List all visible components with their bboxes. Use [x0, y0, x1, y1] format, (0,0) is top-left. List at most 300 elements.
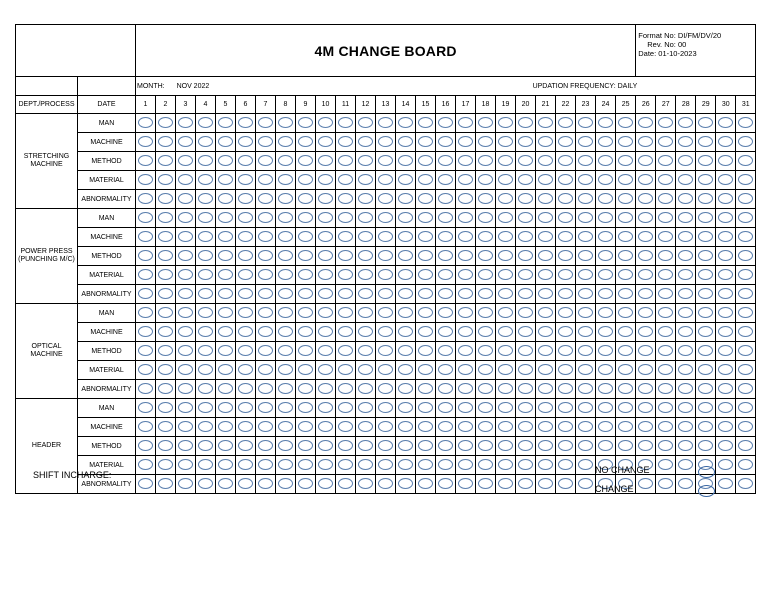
status-cell[interactable] [196, 342, 216, 361]
status-circle-icon[interactable] [678, 402, 693, 413]
status-cell[interactable] [276, 418, 296, 437]
status-cell[interactable] [676, 304, 696, 323]
status-cell[interactable] [236, 247, 256, 266]
status-cell[interactable] [716, 418, 736, 437]
status-cell[interactable] [616, 342, 636, 361]
status-circle-icon[interactable] [498, 364, 513, 375]
status-circle-icon[interactable] [438, 307, 453, 318]
status-cell[interactable] [356, 456, 376, 475]
status-cell[interactable] [676, 342, 696, 361]
status-circle-icon[interactable] [638, 231, 653, 242]
status-circle-icon[interactable] [398, 155, 413, 166]
status-circle-icon[interactable] [198, 345, 213, 356]
status-cell[interactable] [136, 114, 156, 133]
status-circle-icon[interactable] [658, 212, 673, 223]
status-circle-icon[interactable] [278, 193, 293, 204]
status-circle-icon[interactable] [518, 193, 533, 204]
status-cell[interactable] [656, 304, 676, 323]
status-circle-icon[interactable] [298, 383, 313, 394]
status-circle-icon[interactable] [538, 478, 553, 489]
status-circle-icon[interactable] [298, 117, 313, 128]
status-circle-icon[interactable] [178, 136, 193, 147]
status-cell[interactable] [356, 114, 376, 133]
status-circle-icon[interactable] [198, 269, 213, 280]
status-circle-icon[interactable] [578, 231, 593, 242]
status-cell[interactable] [516, 399, 536, 418]
status-circle-icon[interactable] [418, 440, 433, 451]
status-circle-icon[interactable] [718, 174, 733, 185]
status-cell[interactable] [596, 323, 616, 342]
status-cell[interactable] [556, 323, 576, 342]
status-cell[interactable] [256, 437, 276, 456]
status-cell[interactable] [276, 456, 296, 475]
status-cell[interactable] [196, 304, 216, 323]
status-cell[interactable] [176, 399, 196, 418]
status-circle-icon[interactable] [398, 459, 413, 470]
status-circle-icon[interactable] [418, 231, 433, 242]
status-cell[interactable] [256, 399, 276, 418]
status-cell[interactable] [656, 361, 676, 380]
status-circle-icon[interactable] [478, 326, 493, 337]
status-cell[interactable] [716, 133, 736, 152]
status-cell[interactable] [596, 304, 616, 323]
status-circle-icon[interactable] [158, 345, 173, 356]
status-circle-icon[interactable] [658, 136, 673, 147]
status-circle-icon[interactable] [318, 288, 333, 299]
status-circle-icon[interactable] [718, 307, 733, 318]
status-cell[interactable] [696, 380, 716, 399]
status-cell[interactable] [136, 437, 156, 456]
status-cell[interactable] [536, 380, 556, 399]
status-circle-icon[interactable] [338, 326, 353, 337]
status-circle-icon[interactable] [338, 155, 353, 166]
status-cell[interactable] [156, 209, 176, 228]
status-circle-icon[interactable] [698, 269, 713, 280]
status-cell[interactable] [656, 475, 676, 494]
status-cell[interactable] [296, 171, 316, 190]
status-cell[interactable] [716, 190, 736, 209]
status-circle-icon[interactable] [478, 269, 493, 280]
status-cell[interactable] [236, 475, 256, 494]
status-circle-icon[interactable] [418, 345, 433, 356]
status-circle-icon[interactable] [298, 288, 313, 299]
status-circle-icon[interactable] [418, 307, 433, 318]
status-circle-icon[interactable] [198, 288, 213, 299]
status-cell[interactable] [676, 361, 696, 380]
status-circle-icon[interactable] [618, 288, 633, 299]
status-cell[interactable] [256, 228, 276, 247]
status-cell[interactable] [556, 152, 576, 171]
status-circle-icon[interactable] [438, 288, 453, 299]
status-circle-icon[interactable] [178, 383, 193, 394]
status-cell[interactable] [536, 171, 556, 190]
status-cell[interactable] [176, 475, 196, 494]
status-cell[interactable] [656, 114, 676, 133]
status-circle-icon[interactable] [658, 193, 673, 204]
status-cell[interactable] [696, 399, 716, 418]
status-cell[interactable] [436, 380, 456, 399]
status-cell[interactable] [476, 171, 496, 190]
status-cell[interactable] [416, 152, 436, 171]
status-circle-icon[interactable] [318, 174, 333, 185]
status-circle-icon[interactable] [538, 250, 553, 261]
status-cell[interactable] [236, 171, 256, 190]
status-cell[interactable] [236, 152, 256, 171]
status-cell[interactable] [316, 209, 336, 228]
status-circle-icon[interactable] [218, 326, 233, 337]
status-cell[interactable] [556, 361, 576, 380]
status-circle-icon[interactable] [738, 383, 753, 394]
status-circle-icon[interactable] [578, 345, 593, 356]
status-circle-icon[interactable] [638, 478, 653, 489]
status-cell[interactable] [616, 209, 636, 228]
status-circle-icon[interactable] [338, 364, 353, 375]
status-cell[interactable] [376, 247, 396, 266]
status-cell[interactable] [416, 285, 436, 304]
status-cell[interactable] [496, 456, 516, 475]
status-cell[interactable] [596, 399, 616, 418]
status-cell[interactable] [616, 247, 636, 266]
status-circle-icon[interactable] [158, 402, 173, 413]
status-cell[interactable] [156, 114, 176, 133]
status-circle-icon[interactable] [578, 307, 593, 318]
status-cell[interactable] [696, 285, 716, 304]
status-cell[interactable] [176, 285, 196, 304]
status-circle-icon[interactable] [658, 364, 673, 375]
status-cell[interactable] [136, 133, 156, 152]
status-circle-icon[interactable] [418, 459, 433, 470]
status-circle-icon[interactable] [398, 421, 413, 432]
status-circle-icon[interactable] [598, 231, 613, 242]
status-circle-icon[interactable] [198, 212, 213, 223]
status-circle-icon[interactable] [158, 307, 173, 318]
status-cell[interactable] [236, 304, 256, 323]
status-circle-icon[interactable] [278, 364, 293, 375]
status-cell[interactable] [376, 399, 396, 418]
status-cell[interactable] [356, 342, 376, 361]
status-cell[interactable] [516, 209, 536, 228]
status-cell[interactable] [316, 399, 336, 418]
status-circle-icon[interactable] [698, 345, 713, 356]
status-cell[interactable] [376, 304, 396, 323]
status-circle-icon[interactable] [578, 326, 593, 337]
status-cell[interactable] [396, 304, 416, 323]
status-circle-icon[interactable] [218, 155, 233, 166]
status-cell[interactable] [736, 361, 756, 380]
status-circle-icon[interactable] [258, 478, 273, 489]
status-circle-icon[interactable] [558, 174, 573, 185]
status-cell[interactable] [236, 418, 256, 437]
status-circle-icon[interactable] [318, 117, 333, 128]
status-circle-icon[interactable] [498, 307, 513, 318]
status-circle-icon[interactable] [638, 326, 653, 337]
status-circle-icon[interactable] [618, 269, 633, 280]
status-cell[interactable] [456, 380, 476, 399]
status-circle-icon[interactable] [258, 440, 273, 451]
status-cell[interactable] [376, 190, 396, 209]
status-circle-icon[interactable] [598, 288, 613, 299]
status-cell[interactable] [296, 361, 316, 380]
status-circle-icon[interactable] [438, 383, 453, 394]
status-circle-icon[interactable] [298, 402, 313, 413]
status-cell[interactable] [456, 114, 476, 133]
status-circle-icon[interactable] [718, 440, 733, 451]
status-circle-icon[interactable] [718, 421, 733, 432]
status-cell[interactable] [676, 266, 696, 285]
status-cell[interactable] [636, 266, 656, 285]
status-circle-icon[interactable] [438, 440, 453, 451]
status-cell[interactable] [156, 266, 176, 285]
status-cell[interactable] [376, 475, 396, 494]
status-cell[interactable] [576, 418, 596, 437]
status-circle-icon[interactable] [178, 155, 193, 166]
status-cell[interactable] [256, 247, 276, 266]
status-circle-icon[interactable] [698, 307, 713, 318]
status-cell[interactable] [476, 342, 496, 361]
status-cell[interactable] [156, 418, 176, 437]
status-circle-icon[interactable] [158, 269, 173, 280]
status-circle-icon[interactable] [558, 193, 573, 204]
status-circle-icon[interactable] [318, 364, 333, 375]
status-cell[interactable] [436, 399, 456, 418]
status-cell[interactable] [236, 342, 256, 361]
status-cell[interactable] [136, 342, 156, 361]
status-cell[interactable] [376, 114, 396, 133]
status-cell[interactable] [376, 380, 396, 399]
status-circle-icon[interactable] [558, 345, 573, 356]
status-cell[interactable] [276, 285, 296, 304]
status-circle-icon[interactable] [478, 155, 493, 166]
status-cell[interactable] [516, 456, 536, 475]
status-cell[interactable] [596, 133, 616, 152]
status-cell[interactable] [636, 152, 656, 171]
status-cell[interactable] [676, 209, 696, 228]
status-circle-icon[interactable] [498, 250, 513, 261]
status-cell[interactable] [556, 380, 576, 399]
status-cell[interactable] [396, 342, 416, 361]
status-circle-icon[interactable] [598, 440, 613, 451]
status-cell[interactable] [156, 285, 176, 304]
status-circle-icon[interactable] [218, 307, 233, 318]
status-circle-icon[interactable] [158, 136, 173, 147]
status-circle-icon[interactable] [378, 402, 393, 413]
status-circle-icon[interactable] [678, 136, 693, 147]
status-cell[interactable] [396, 437, 416, 456]
status-cell[interactable] [456, 266, 476, 285]
status-circle-icon[interactable] [618, 155, 633, 166]
status-circle-icon[interactable] [318, 459, 333, 470]
status-cell[interactable] [576, 133, 596, 152]
status-cell[interactable] [376, 133, 396, 152]
status-circle-icon[interactable] [258, 269, 273, 280]
status-circle-icon[interactable] [458, 212, 473, 223]
status-cell[interactable] [736, 266, 756, 285]
status-cell[interactable] [256, 152, 276, 171]
status-cell[interactable] [296, 247, 316, 266]
status-circle-icon[interactable] [558, 364, 573, 375]
status-circle-icon[interactable] [358, 269, 373, 280]
status-cell[interactable] [216, 228, 236, 247]
status-cell[interactable] [556, 399, 576, 418]
status-circle-icon[interactable] [698, 174, 713, 185]
status-circle-icon[interactable] [358, 421, 373, 432]
status-circle-icon[interactable] [158, 174, 173, 185]
status-circle-icon[interactable] [238, 288, 253, 299]
status-circle-icon[interactable] [498, 269, 513, 280]
status-cell[interactable] [176, 380, 196, 399]
status-cell[interactable] [716, 456, 736, 475]
status-circle-icon[interactable] [418, 326, 433, 337]
status-cell[interactable] [416, 228, 436, 247]
status-circle-icon[interactable] [678, 307, 693, 318]
status-cell[interactable] [596, 418, 616, 437]
status-circle-icon[interactable] [398, 478, 413, 489]
status-circle-icon[interactable] [258, 307, 273, 318]
status-cell[interactable] [476, 475, 496, 494]
status-circle-icon[interactable] [198, 364, 213, 375]
status-circle-icon[interactable] [518, 307, 533, 318]
status-circle-icon[interactable] [418, 402, 433, 413]
status-circle-icon[interactable] [678, 478, 693, 489]
status-cell[interactable] [716, 228, 736, 247]
status-circle-icon[interactable] [318, 421, 333, 432]
status-circle-icon[interactable] [298, 136, 313, 147]
status-circle-icon[interactable] [238, 459, 253, 470]
status-cell[interactable] [316, 190, 336, 209]
status-cell[interactable] [656, 323, 676, 342]
status-cell[interactable] [136, 285, 156, 304]
status-circle-icon[interactable] [238, 364, 253, 375]
status-cell[interactable] [156, 133, 176, 152]
status-circle-icon[interactable] [338, 288, 353, 299]
status-cell[interactable] [556, 190, 576, 209]
status-cell[interactable] [336, 190, 356, 209]
status-cell[interactable] [276, 304, 296, 323]
status-cell[interactable] [376, 285, 396, 304]
status-circle-icon[interactable] [458, 440, 473, 451]
status-cell[interactable] [636, 418, 656, 437]
status-circle-icon[interactable] [378, 231, 393, 242]
status-cell[interactable] [276, 209, 296, 228]
status-cell[interactable] [316, 304, 336, 323]
status-cell[interactable] [536, 361, 556, 380]
status-circle-icon[interactable] [338, 117, 353, 128]
status-cell[interactable] [156, 304, 176, 323]
status-cell[interactable] [636, 304, 656, 323]
status-cell[interactable] [556, 437, 576, 456]
status-circle-icon[interactable] [418, 421, 433, 432]
status-circle-icon[interactable] [658, 345, 673, 356]
status-circle-icon[interactable] [378, 193, 393, 204]
status-circle-icon[interactable] [738, 402, 753, 413]
status-cell[interactable] [276, 323, 296, 342]
status-cell[interactable] [316, 475, 336, 494]
status-circle-icon[interactable] [298, 459, 313, 470]
status-circle-icon[interactable] [278, 269, 293, 280]
status-circle-icon[interactable] [298, 193, 313, 204]
status-circle-icon[interactable] [478, 231, 493, 242]
status-cell[interactable] [536, 228, 556, 247]
status-cell[interactable] [316, 418, 336, 437]
status-cell[interactable] [656, 171, 676, 190]
status-circle-icon[interactable] [438, 269, 453, 280]
status-circle-icon[interactable] [438, 364, 453, 375]
status-cell[interactable] [396, 456, 416, 475]
status-cell[interactable] [456, 171, 476, 190]
status-cell[interactable] [736, 228, 756, 247]
status-cell[interactable] [576, 228, 596, 247]
status-circle-icon[interactable] [498, 117, 513, 128]
status-circle-icon[interactable] [438, 326, 453, 337]
status-cell[interactable] [516, 247, 536, 266]
status-cell[interactable] [336, 399, 356, 418]
status-cell[interactable] [536, 285, 556, 304]
status-cell[interactable] [456, 342, 476, 361]
status-cell[interactable] [536, 266, 556, 285]
status-circle-icon[interactable] [518, 269, 533, 280]
status-circle-icon[interactable] [498, 478, 513, 489]
status-cell[interactable] [396, 266, 416, 285]
status-circle-icon[interactable] [498, 231, 513, 242]
status-circle-icon[interactable] [698, 364, 713, 375]
status-cell[interactable] [596, 190, 616, 209]
status-cell[interactable] [436, 133, 456, 152]
status-cell[interactable] [556, 456, 576, 475]
status-cell[interactable] [216, 380, 236, 399]
status-cell[interactable] [656, 209, 676, 228]
status-circle-icon[interactable] [718, 345, 733, 356]
status-cell[interactable] [256, 190, 276, 209]
status-cell[interactable] [536, 133, 556, 152]
status-cell[interactable] [736, 190, 756, 209]
status-cell[interactable] [296, 152, 316, 171]
status-circle-icon[interactable] [358, 402, 373, 413]
status-circle-icon[interactable] [278, 212, 293, 223]
status-cell[interactable] [356, 171, 376, 190]
status-circle-icon[interactable] [398, 269, 413, 280]
status-cell[interactable] [276, 114, 296, 133]
status-cell[interactable] [696, 114, 716, 133]
status-cell[interactable] [616, 380, 636, 399]
status-cell[interactable] [536, 418, 556, 437]
status-circle-icon[interactable] [138, 383, 153, 394]
status-cell[interactable] [676, 247, 696, 266]
status-circle-icon[interactable] [638, 136, 653, 147]
status-cell[interactable] [196, 456, 216, 475]
status-circle-icon[interactable] [158, 250, 173, 261]
status-cell[interactable] [296, 133, 316, 152]
status-circle-icon[interactable] [578, 269, 593, 280]
status-circle-icon[interactable] [638, 421, 653, 432]
status-circle-icon[interactable] [358, 383, 373, 394]
status-cell[interactable] [136, 228, 156, 247]
status-cell[interactable] [556, 209, 576, 228]
status-cell[interactable] [336, 133, 356, 152]
status-circle-icon[interactable] [298, 421, 313, 432]
status-cell[interactable] [736, 323, 756, 342]
status-circle-icon[interactable] [358, 345, 373, 356]
status-cell[interactable] [396, 399, 416, 418]
status-circle-icon[interactable] [378, 383, 393, 394]
status-cell[interactable] [196, 323, 216, 342]
status-circle-icon[interactable] [698, 155, 713, 166]
status-cell[interactable] [736, 342, 756, 361]
status-cell[interactable] [716, 209, 736, 228]
status-cell[interactable] [456, 152, 476, 171]
status-circle-icon[interactable] [578, 212, 593, 223]
status-cell[interactable] [616, 285, 636, 304]
status-cell[interactable] [736, 133, 756, 152]
